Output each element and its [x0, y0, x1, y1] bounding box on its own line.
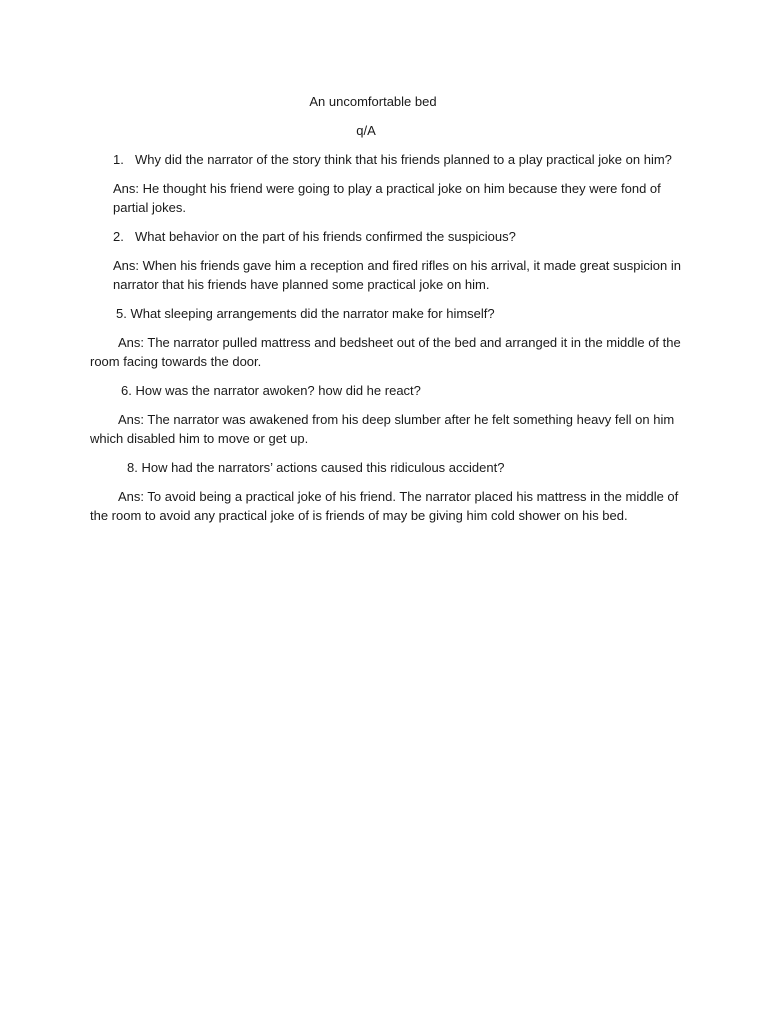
document-title: An uncomfortable bed: [309, 94, 437, 109]
answer-6-line-2: which disabled him to move or get up.: [90, 431, 309, 446]
question-1: [113, 150, 672, 169]
answer-1-line-2: partial jokes.: [113, 200, 186, 215]
question-2: [113, 227, 516, 246]
question-2-number: 2.: [113, 229, 124, 244]
answer-1-line-1: Ans: He thought his friend were going to play a practical joke on him because they were fond of: [113, 181, 661, 196]
question-6: 6. How was the narrator awoken? how did he react?: [121, 383, 421, 398]
answer-8-line-2: the room to avoid any practical joke of is friends of may be giving him cold shower on his bed.: [90, 508, 628, 523]
question-5: 5. What sleeping arrangements did the narrator make for himself?: [116, 306, 495, 321]
answer-6-line-1: Ans: The narrator was awakened from his deep slumber after he felt something heavy fell on him: [118, 412, 675, 427]
question-8: 8. How had the narrators’ actions caused this ridiculous accident?: [127, 460, 505, 475]
answer-5-line-2: room facing towards the door.: [90, 354, 262, 369]
question-1-text: Why did the narrator of the story think that his friends planned to a play practical joke on him?: [135, 152, 672, 167]
answer-2-line-1: Ans: When his friends gave him a reception and fired rifles on his arrival, it made great suspicion in: [113, 258, 681, 273]
answer-5-line-1: Ans: The narrator pulled mattress and bedsheet out of the bed and arranged it in the middle of the: [118, 335, 681, 350]
question-1-number: 1.: [113, 152, 124, 167]
answer-8-line-1: Ans: To avoid being a practical joke of his friend. The narrator placed his mattress in the middle of: [118, 489, 679, 504]
question-2-text: What behavior on the part of his friends confirmed the suspicious?: [135, 229, 516, 244]
answer-2-line-2: narrator that his friends have planned some practical joke on him.: [113, 277, 490, 292]
document-subtitle: q/A: [356, 123, 376, 138]
